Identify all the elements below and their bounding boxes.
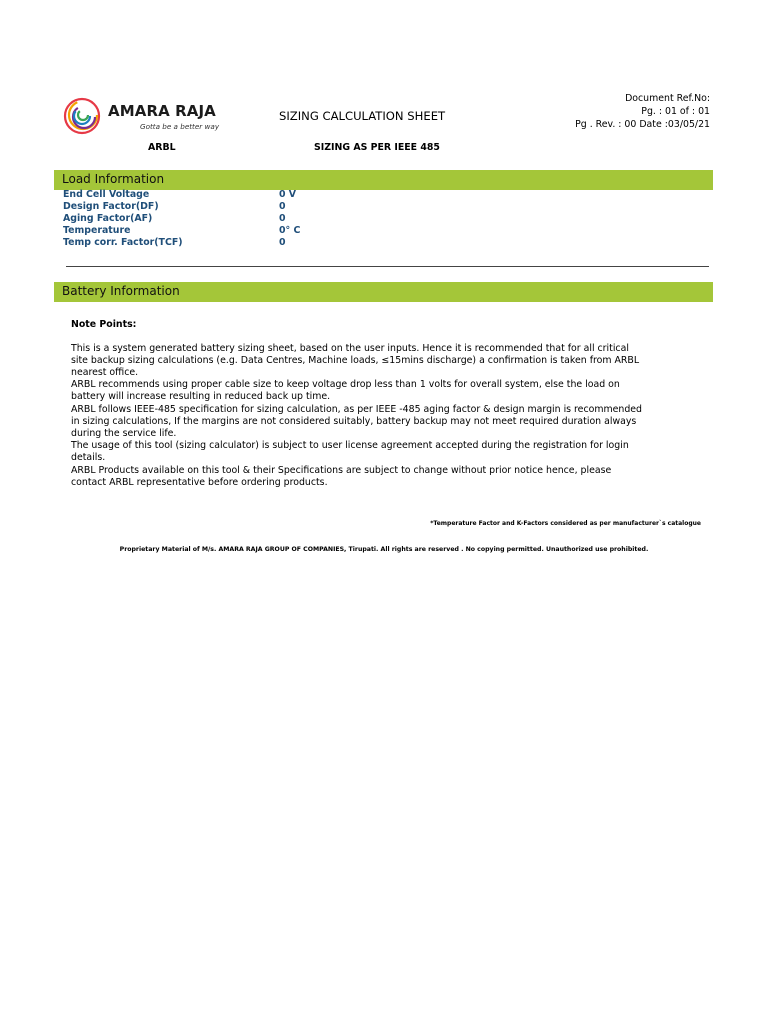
note-line: ARBL follows IEEE-485 specification for sizing calculation, as per IEEE -485 aging factor & design margin is recommended <box>71 404 642 415</box>
temperature-value: 0° C <box>279 225 301 236</box>
page-title: SIZING CALCULATION SHEET <box>279 109 446 123</box>
footnote: *Temperature Factor and K-Factors considered as per manufacturer`s catalogue <box>430 520 701 527</box>
company-logo <box>62 94 222 138</box>
load-information-title: Load Information <box>62 172 165 186</box>
note-line: site backup sizing calculations (e.g. Data Centres, Machine loads, ≤15mins discharge) a confirmation is taken from ARBL <box>71 355 640 366</box>
section-divider <box>66 266 709 267</box>
note-line: details. <box>71 452 106 463</box>
note-line: battery will increase resulting in reduced back up time. <box>71 391 331 402</box>
note-line: in sizing calculations, If the margins are not considered suitably, battery backup may not meet required duration always <box>71 416 637 427</box>
document-ref-label: Document Ref.No: <box>625 93 710 104</box>
temp-corr-factor-value: 0 <box>279 237 286 248</box>
note-line: contact ARBL representative before ordering products. <box>71 477 328 488</box>
notes-heading: Note Points: <box>71 319 137 330</box>
end-cell-voltage-value: 0 V <box>279 189 297 200</box>
logo-name: AMARA RAJA <box>108 102 216 120</box>
end-cell-voltage-label: End Cell Voltage <box>63 189 150 200</box>
note-line: The usage of this tool (sizing calculator) is subject to user license agreement accepted during the registration for login <box>71 440 629 451</box>
company-short-name: ARBL <box>148 142 176 153</box>
revision-date: Pg . Rev. : 00 Date :03/05/21 <box>575 119 710 130</box>
design-factor-label: Design Factor(DF) <box>63 201 159 212</box>
note-line: nearest office. <box>71 367 139 378</box>
note-line: during the service life. <box>71 428 177 439</box>
logo-swirl-icon <box>62 94 106 138</box>
aging-factor-value: 0 <box>279 213 286 224</box>
aging-factor-label: Aging Factor(AF) <box>63 213 153 224</box>
design-factor-value: 0 <box>279 201 286 212</box>
page-number: Pg. : 01 of : 01 <box>641 106 710 117</box>
sizing-standard: SIZING AS PER IEEE 485 <box>314 142 440 153</box>
temperature-label: Temperature <box>63 225 131 236</box>
logo-tagline: Gotta be a better way <box>140 122 220 131</box>
note-line: ARBL Products available on this tool & their Specifications are subject to change without prior notice hence, please <box>71 465 612 476</box>
note-line: ARBL recommends using proper cable size to keep voltage drop less than 1 volts for overall system, else the load on <box>71 379 620 390</box>
temp-corr-factor-label: Temp corr. Factor(TCF) <box>63 237 183 248</box>
battery-information-header <box>54 282 713 302</box>
load-information-header <box>54 170 713 190</box>
battery-information-title: Battery Information <box>62 284 180 298</box>
proprietary-notice: Proprietary Material of M/s. AMARA RAJA GROUP OF COMPANIES, Tirupati. All rights are reserved . No copying permitted. Unauthorized use prohibited. <box>119 546 649 553</box>
note-line: This is a system generated battery sizing sheet, based on the user inputs. Hence it is recommended that for all critical <box>71 343 629 354</box>
